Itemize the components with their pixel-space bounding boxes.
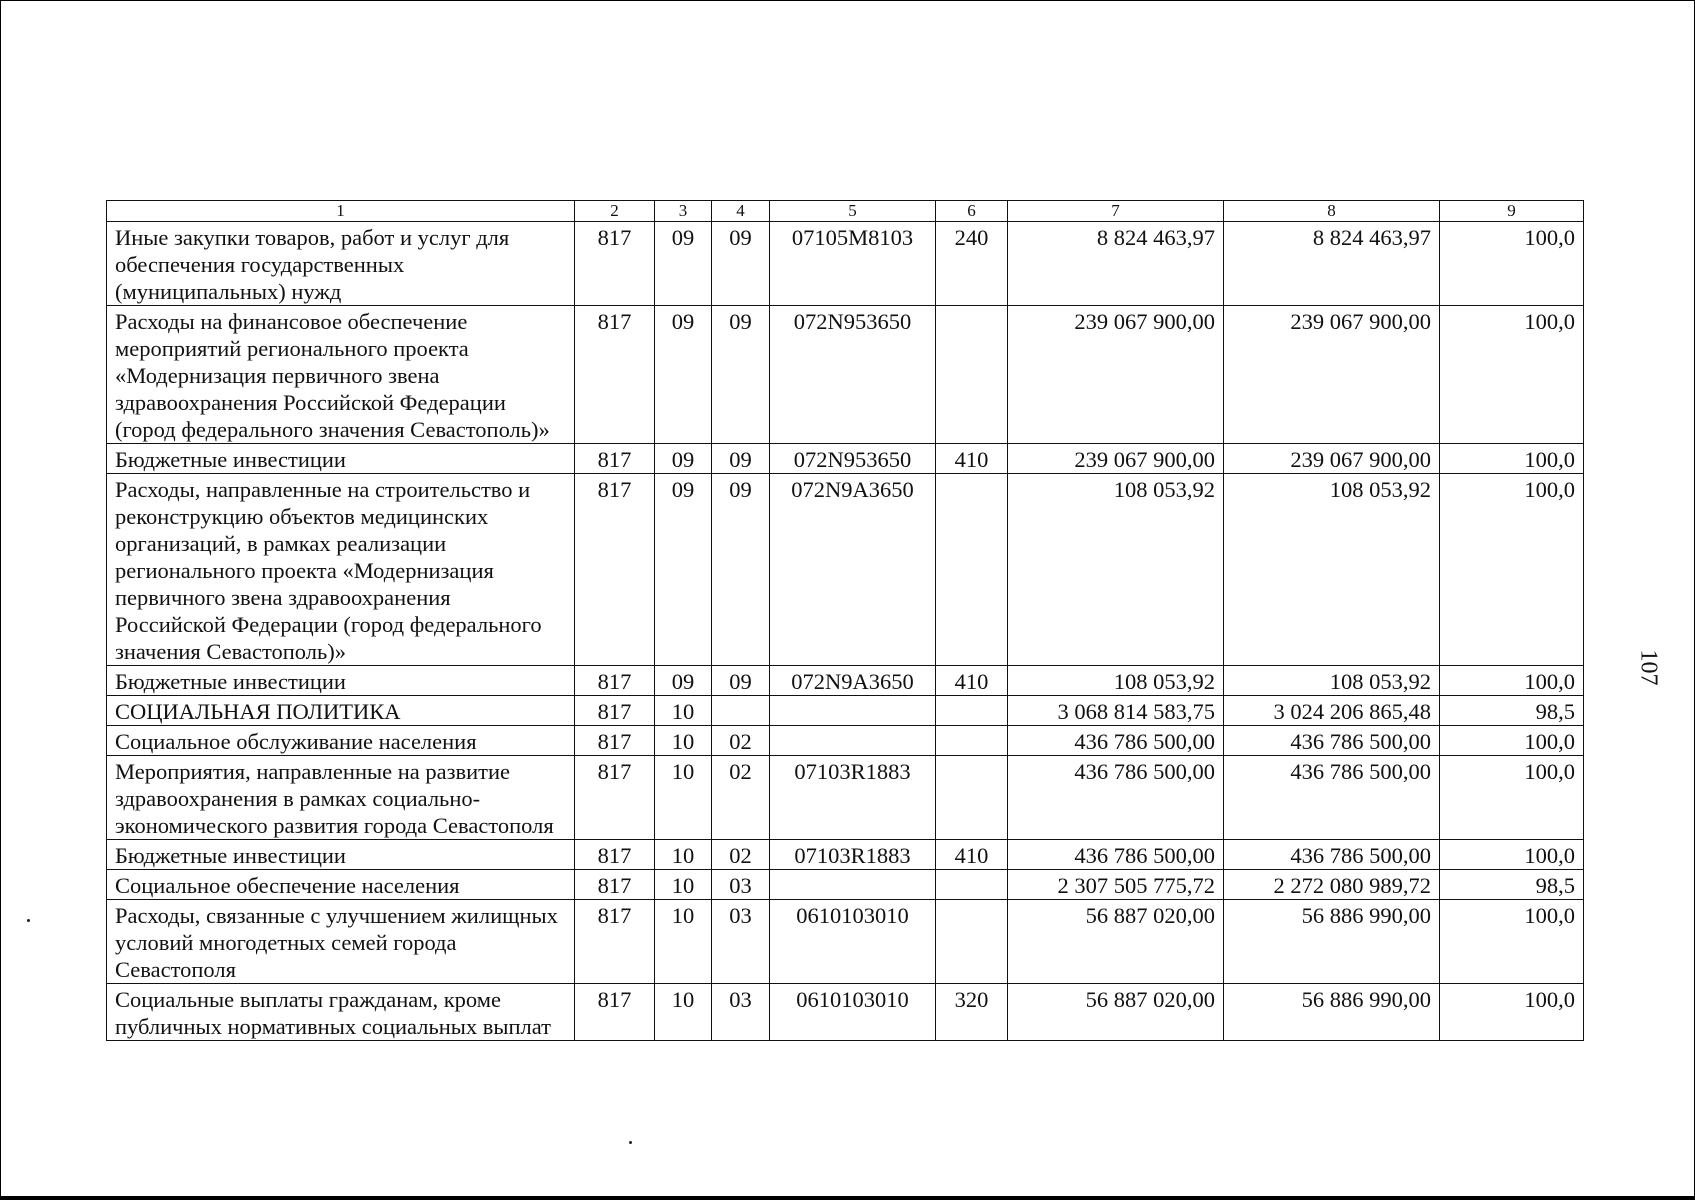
expense-type-cell — [936, 870, 1008, 900]
execution-percent-cell: 100,0 — [1440, 840, 1584, 870]
budget-table — [106, 200, 1584, 1041]
expense-type-cell — [936, 900, 1008, 984]
executed-amount-cell: 239 067 900,00 — [1224, 306, 1440, 444]
section-code-cell: 09 — [655, 222, 712, 306]
execution-percent-cell: 100,0 — [1440, 306, 1584, 444]
table-row — [107, 222, 1584, 306]
target-article-cell: 072N953650 — [770, 444, 936, 474]
executed-amount-cell: 3 024 206 865,48 — [1224, 696, 1440, 726]
execution-percent-cell: 100,0 — [1440, 474, 1584, 666]
execution-percent-cell: 100,0 — [1440, 666, 1584, 696]
section-code-cell: 10 — [655, 984, 712, 1041]
subsection-code-cell: 09 — [712, 474, 770, 666]
subsection-code-cell: 09 — [712, 666, 770, 696]
ministry-code-cell: 817 — [575, 840, 655, 870]
ministry-code-cell: 817 — [575, 756, 655, 840]
expense-name-cell: Иные закупки товаров, работ и услуг для обеспечения государственных (муниципальных) нужд — [107, 222, 575, 306]
expense-type-cell: 240 — [936, 222, 1008, 306]
section-code-cell: 10 — [655, 726, 712, 756]
ministry-code-cell: 817 — [575, 666, 655, 696]
executed-amount-cell: 56 886 990,00 — [1224, 900, 1440, 984]
executed-amount-cell: 436 786 500,00 — [1224, 726, 1440, 756]
executed-amount-cell: 56 886 990,00 — [1224, 984, 1440, 1041]
table-row — [107, 984, 1584, 1041]
target-article-cell: 0610103010 — [770, 900, 936, 984]
target-article-cell: 072N9A3650 — [770, 474, 936, 666]
target-article-cell: 07105M8103 — [770, 222, 936, 306]
planned-amount-cell: 3 068 814 583,75 — [1008, 696, 1224, 726]
execution-percent-cell: 98,5 — [1440, 870, 1584, 900]
section-code-cell: 09 — [655, 444, 712, 474]
expense-name-cell: Социальные выплаты гражданам, кроме публичных нормативных социальных выплат — [107, 984, 575, 1041]
planned-amount-cell: 239 067 900,00 — [1008, 306, 1224, 444]
table-row — [107, 900, 1584, 984]
section-code-cell: 09 — [655, 474, 712, 666]
planned-amount-cell: 108 053,92 — [1008, 666, 1224, 696]
table-row — [107, 444, 1584, 474]
planned-amount-cell: 56 887 020,00 — [1008, 984, 1224, 1041]
expense-name-cell: Бюджетные инвестиции — [107, 666, 575, 696]
table-row — [107, 306, 1584, 444]
planned-amount-cell: 239 067 900,00 — [1008, 444, 1224, 474]
executed-amount-cell: 239 067 900,00 — [1224, 444, 1440, 474]
column-header-6: 6 — [936, 201, 1008, 222]
execution-percent-cell: 100,0 — [1440, 900, 1584, 984]
subsection-code-cell: 02 — [712, 840, 770, 870]
ministry-code-cell: 817 — [575, 444, 655, 474]
subsection-code-cell: 09 — [712, 444, 770, 474]
expense-type-cell — [936, 474, 1008, 666]
table-row — [107, 666, 1584, 696]
planned-amount-cell: 436 786 500,00 — [1008, 756, 1224, 840]
section-code-cell: 09 — [655, 306, 712, 444]
expense-type-cell — [936, 306, 1008, 444]
subsection-code-cell: 03 — [712, 900, 770, 984]
table-row — [107, 474, 1584, 666]
execution-percent-cell: 100,0 — [1440, 984, 1584, 1041]
expense-type-cell: 410 — [936, 666, 1008, 696]
column-header-7: 7 — [1008, 201, 1224, 222]
column-header-1: 1 — [107, 201, 575, 222]
subsection-code-cell: 02 — [712, 726, 770, 756]
expense-name-cell: Мероприятия, направленные на развитие здравоохранения в рамках социально-экономического развития города Севастополя — [107, 756, 575, 840]
ministry-code-cell: 817 — [575, 474, 655, 666]
page-bottom-edge — [0, 1196, 1695, 1200]
expense-name-cell: СОЦИАЛЬНАЯ ПОЛИТИКА — [107, 696, 575, 726]
planned-amount-cell: 108 053,92 — [1008, 474, 1224, 666]
ministry-code-cell: 817 — [575, 984, 655, 1041]
expense-name-cell: Расходы на финансовое обеспечение мероприятий регионального проекта «Модернизация первичного звена здравоохранения Российской Федерации (город федерального значения Севастополь)» — [107, 306, 575, 444]
subsection-code-cell: 03 — [712, 870, 770, 900]
target-article-cell: 072N9A3650 — [770, 666, 936, 696]
planned-amount-cell: 436 786 500,00 — [1008, 726, 1224, 756]
section-code-cell: 10 — [655, 840, 712, 870]
planned-amount-cell: 2 307 505 775,72 — [1008, 870, 1224, 900]
ministry-code-cell: 817 — [575, 222, 655, 306]
planned-amount-cell: 8 824 463,97 — [1008, 222, 1224, 306]
table-row — [107, 756, 1584, 840]
target-article-cell: 0610103010 — [770, 984, 936, 1041]
section-code-cell: 10 — [655, 900, 712, 984]
executed-amount-cell: 8 824 463,97 — [1224, 222, 1440, 306]
expense-name-cell: Социальное обеспечение населения — [107, 870, 575, 900]
subsection-code-cell: 09 — [712, 306, 770, 444]
column-header-9: 9 — [1440, 201, 1584, 222]
expense-name-cell: Бюджетные инвестиции — [107, 840, 575, 870]
column-header-4: 4 — [712, 201, 770, 222]
expense-type-cell: 410 — [936, 444, 1008, 474]
expense-name-cell: Бюджетные инвестиции — [107, 444, 575, 474]
ministry-code-cell: 817 — [575, 870, 655, 900]
target-article-cell — [770, 696, 936, 726]
execution-percent-cell: 100,0 — [1440, 756, 1584, 840]
executed-amount-cell: 108 053,92 — [1224, 474, 1440, 666]
section-code-cell: 10 — [655, 870, 712, 900]
column-header-5: 5 — [770, 201, 936, 222]
expense-name-cell: Расходы, направленные на строительство и реконструкцию объектов медицинских организаций, в рамках реализации регионального проекта «Модернизация первичного звена здравоохранения Российской Федерации (город федерального значения Севастополь)» — [107, 474, 575, 666]
expense-type-cell — [936, 696, 1008, 726]
expense-type-cell — [936, 726, 1008, 756]
scan-speck — [629, 1141, 632, 1144]
expense-type-cell: 410 — [936, 840, 1008, 870]
expense-type-cell — [936, 756, 1008, 840]
ministry-code-cell: 817 — [575, 306, 655, 444]
executed-amount-cell: 436 786 500,00 — [1224, 756, 1440, 840]
expense-name-cell: Социальное обслуживание населения — [107, 726, 575, 756]
expense-name-cell: Расходы, связанные с улучшением жилищных условий многодетных семей города Севастополя — [107, 900, 575, 984]
table-row — [107, 696, 1584, 726]
subsection-code-cell: 09 — [712, 222, 770, 306]
table-row — [107, 726, 1584, 756]
section-code-cell: 10 — [655, 696, 712, 726]
column-header-8: 8 — [1224, 201, 1440, 222]
column-header-3: 3 — [655, 201, 712, 222]
subsection-code-cell: 02 — [712, 756, 770, 840]
section-code-cell: 10 — [655, 756, 712, 840]
scan-speck — [27, 919, 30, 922]
section-code-cell: 09 — [655, 666, 712, 696]
target-article-cell — [770, 870, 936, 900]
executed-amount-cell: 2 272 080 989,72 — [1224, 870, 1440, 900]
ministry-code-cell: 817 — [575, 726, 655, 756]
planned-amount-cell: 436 786 500,00 — [1008, 840, 1224, 870]
executed-amount-cell: 436 786 500,00 — [1224, 840, 1440, 870]
column-header-2: 2 — [575, 201, 655, 222]
subsection-code-cell — [712, 696, 770, 726]
expense-type-cell: 320 — [936, 984, 1008, 1041]
execution-percent-cell: 98,5 — [1440, 696, 1584, 726]
execution-percent-cell: 100,0 — [1440, 222, 1584, 306]
column-number-header-row — [107, 201, 1584, 222]
target-article-cell — [770, 726, 936, 756]
table-row — [107, 840, 1584, 870]
planned-amount-cell: 56 887 020,00 — [1008, 900, 1224, 984]
subsection-code-cell: 03 — [712, 984, 770, 1041]
ministry-code-cell: 817 — [575, 696, 655, 726]
target-article-cell: 07103R1883 — [770, 756, 936, 840]
ministry-code-cell: 817 — [575, 900, 655, 984]
execution-percent-cell: 100,0 — [1440, 726, 1584, 756]
target-article-cell: 07103R1883 — [770, 840, 936, 870]
execution-percent-cell: 100,0 — [1440, 444, 1584, 474]
table-row — [107, 870, 1584, 900]
target-article-cell: 072N953650 — [770, 306, 936, 444]
page-number: 107 — [1635, 649, 1662, 686]
executed-amount-cell: 108 053,92 — [1224, 666, 1440, 696]
